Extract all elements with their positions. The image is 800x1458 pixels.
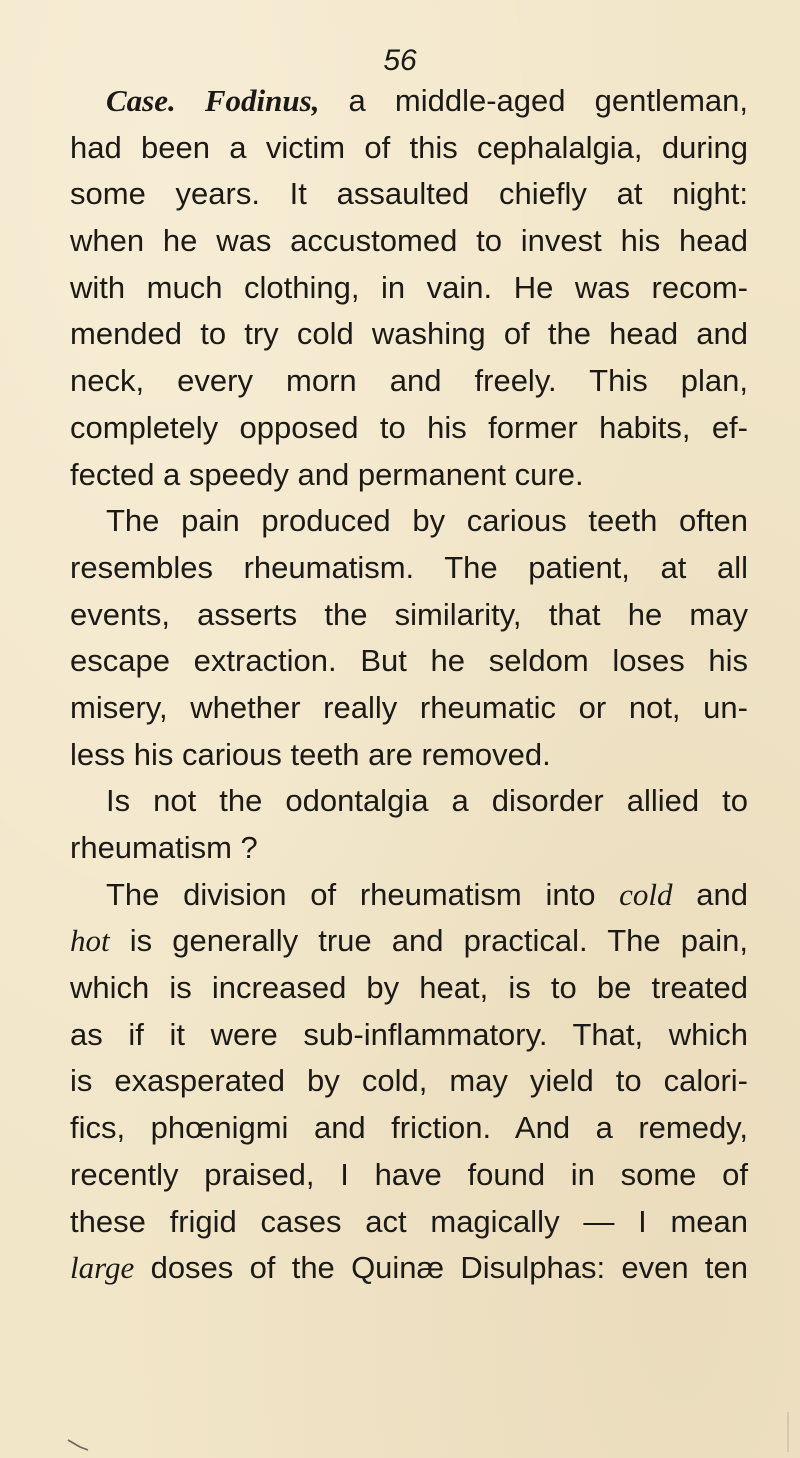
- page-edge-mark: [782, 1412, 794, 1452]
- text-line: [70, 825, 748, 872]
- scan-artifact-mark: [66, 1438, 100, 1452]
- text-segment: [176, 83, 205, 118]
- text-segment: cold: [619, 876, 673, 912]
- text-segment: The division of rheumatism into: [106, 876, 620, 912]
- text-segment: Case.: [106, 83, 176, 118]
- text-segment: these frigid cases act magically — I mean: [70, 1203, 748, 1239]
- text-line: [70, 1245, 748, 1292]
- text-line: [70, 1199, 748, 1246]
- text-segment: with much clothing, in vain. He was recom-: [70, 269, 748, 305]
- text-segment: large: [70, 1250, 135, 1286]
- text-segment: events, asserts the similarity, that he may: [70, 596, 748, 632]
- page-number: 56: [383, 44, 417, 77]
- text-line: [70, 452, 748, 499]
- text-line: [70, 638, 748, 685]
- text-line: [70, 1152, 748, 1199]
- text-segment: misery, whether really rheumatic or not, un-: [70, 689, 748, 725]
- text-segment: fected a speedy and permanent cure.: [70, 456, 584, 492]
- text-line: [70, 778, 748, 825]
- text-segment: when he was accustomed to invest his head: [70, 223, 748, 259]
- text-line: [70, 171, 748, 218]
- text-line: [70, 872, 748, 919]
- text-segment: is exasperated by cold, may yield to calori-: [70, 1063, 748, 1099]
- text-segment: Is not the odontalgia a disorder allied to: [106, 783, 748, 819]
- text-segment: completely opposed to his former habits, ef-: [70, 409, 748, 445]
- text-segment: and: [672, 876, 748, 912]
- text-line: [70, 125, 748, 172]
- text-segment: recently praised, I have found in some of: [70, 1156, 748, 1192]
- text-segment: some years. It assaulted chiefly at night:: [70, 176, 748, 212]
- text-line: [70, 965, 748, 1012]
- text-line: [70, 592, 748, 639]
- text-segment: neck, every morn and freely. This plan,: [70, 363, 748, 399]
- body-text: [70, 78, 748, 1292]
- text-segment: hot: [70, 923, 110, 959]
- text-line: [70, 545, 748, 592]
- text-segment: rheumatism ?: [70, 830, 258, 865]
- text-segment: less his carious teeth are removed.: [70, 736, 551, 772]
- text-segment: mended to try cold washing of the head and: [70, 316, 748, 352]
- text-line: [70, 732, 748, 779]
- text-line: [70, 1058, 748, 1105]
- text-line: [70, 405, 748, 452]
- text-line: [70, 311, 748, 358]
- text-segment: doses of the Quinæ Disulphas: even ten: [134, 1250, 748, 1286]
- text-line: [70, 218, 748, 265]
- text-segment: Fodinus,: [204, 83, 320, 118]
- text-segment: The pain produced by carious teeth often: [106, 503, 748, 539]
- text-line: [70, 78, 748, 125]
- text-segment: escape extraction. But he seldom loses his: [70, 643, 748, 679]
- text-segment: which is increased by heat, is to be treated: [70, 970, 748, 1006]
- text-line: [70, 918, 748, 965]
- text-line: [70, 1105, 748, 1152]
- text-line: [70, 1012, 748, 1059]
- text-segment: fics, phœnigmi and friction. And a remedy,: [70, 1110, 748, 1146]
- text-segment: as if it were sub-inflammatory. That, which: [70, 1016, 748, 1052]
- text-line: [70, 685, 748, 732]
- text-line: [70, 358, 748, 405]
- text-line: [70, 265, 748, 312]
- text-line: [70, 498, 748, 545]
- text-segment: is generally true and practical. The pain,: [109, 923, 748, 959]
- text-segment: had been a victim of this cephalalgia, during: [70, 129, 748, 165]
- text-segment: a middle-aged gentleman,: [319, 83, 748, 118]
- text-segment: resembles rheumatism. The patient, at all: [70, 549, 748, 585]
